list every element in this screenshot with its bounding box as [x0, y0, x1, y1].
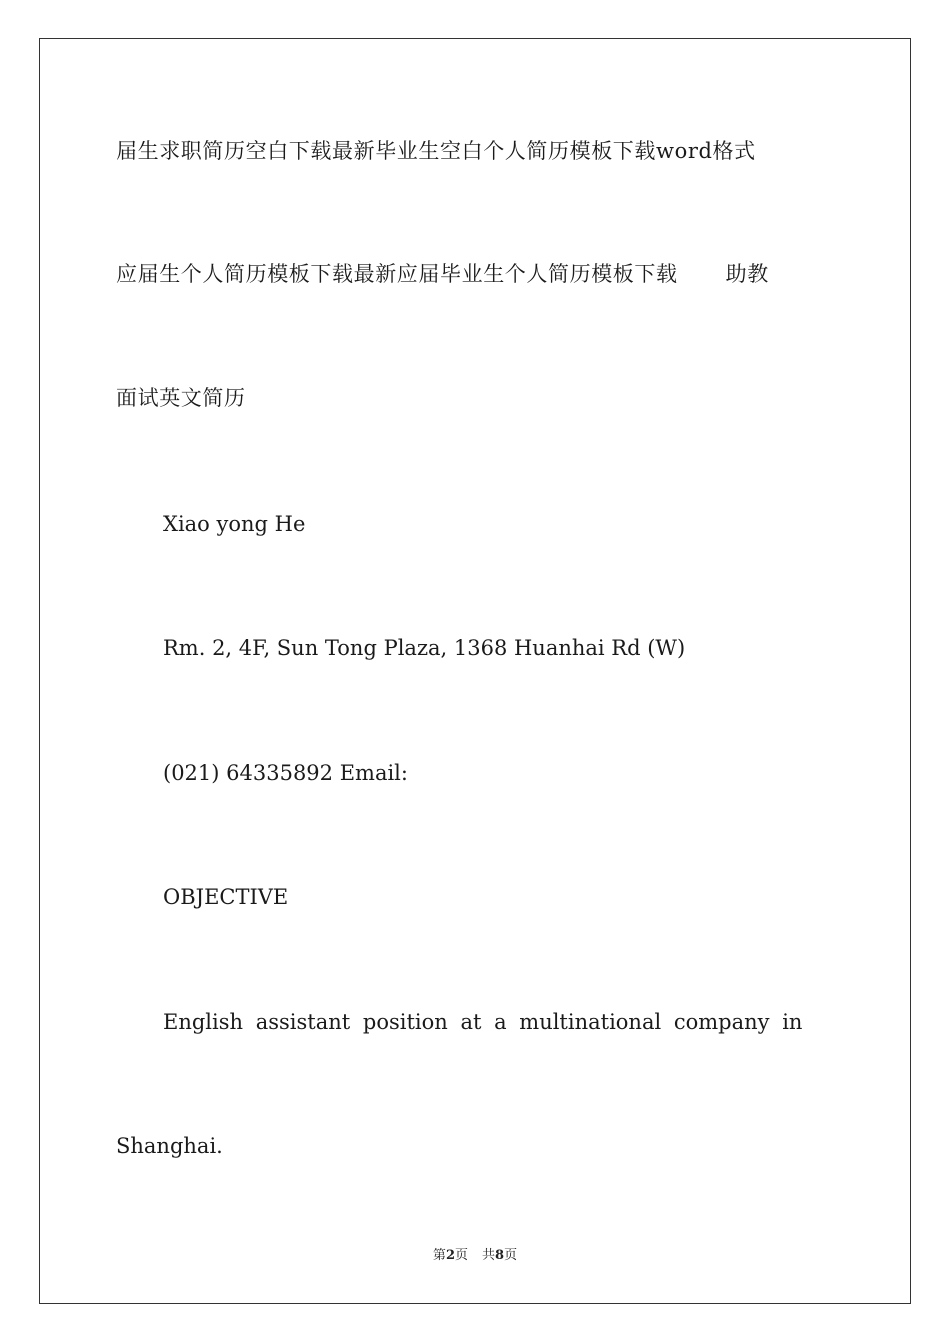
- resume-title-line-2-main: 应届生个人简历模板下载最新应届毕业生个人简历模板下载: [116, 262, 678, 286]
- applicant-address: Rm. 2, 4F, Sun Tong Plaza, 1368 Huanhai Rd (W): [163, 636, 686, 660]
- applicant-name: Xiao yong He: [163, 512, 306, 536]
- objective-heading: OBJECTIVE: [163, 885, 289, 909]
- page-label-prefix: 第: [432, 1248, 446, 1263]
- objective-text-line-1: English assistant position at a multinational company in: [163, 1010, 803, 1034]
- resume-title-line-1: 届生求职简历空白下载最新毕业生空白个人简历模板下载word格式: [116, 139, 756, 163]
- resume-title-line-2-tail: 助教: [725, 262, 769, 286]
- total-label-suffix: 页: [504, 1248, 518, 1263]
- resume-title-line-2: [116, 261, 769, 287]
- page-footer: [0, 1248, 950, 1264]
- applicant-contact: (021) 64335892 Email:: [163, 761, 408, 785]
- page-border: [39, 38, 911, 1304]
- page-total-number: 8: [495, 1248, 505, 1263]
- resume-title-line-3: 面试英文简历: [116, 386, 246, 410]
- page-label-suffix: 页: [454, 1248, 468, 1263]
- page-current-number: 2: [445, 1248, 455, 1263]
- objective-text-line-2: Shanghai.: [116, 1134, 223, 1158]
- total-label-prefix: 共: [482, 1248, 496, 1263]
